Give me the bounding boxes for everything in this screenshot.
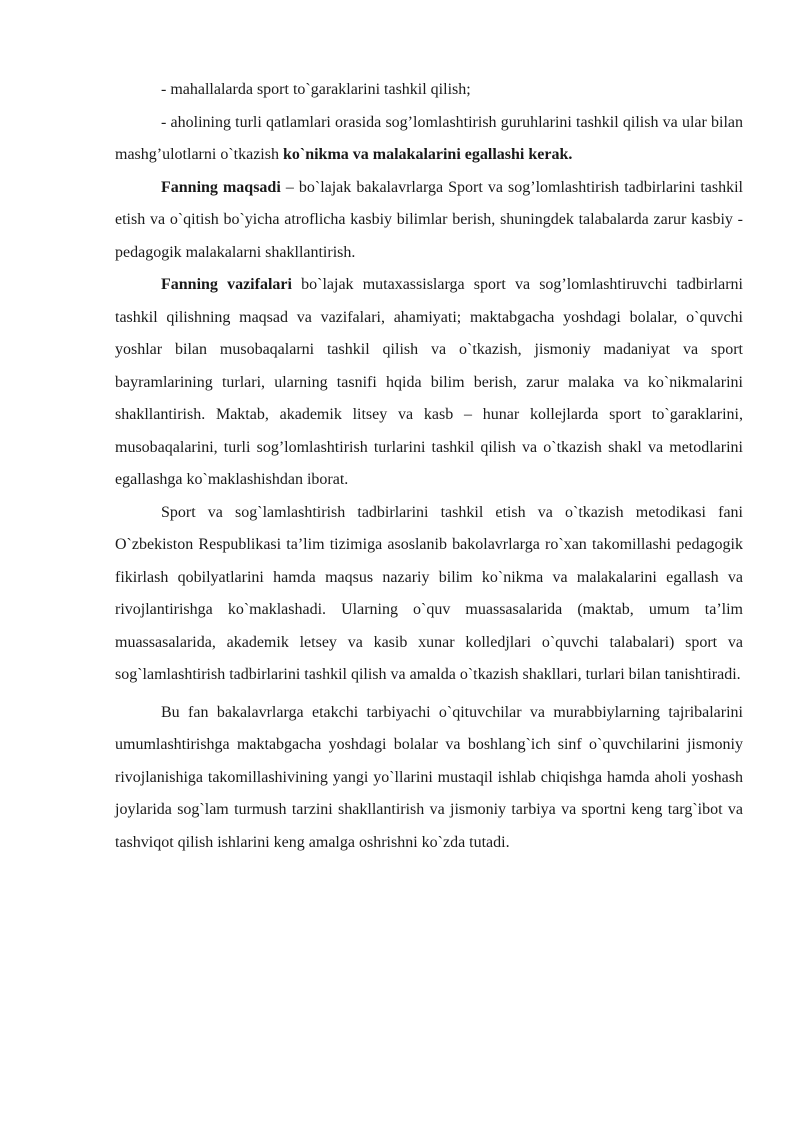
paragraph-bu-fan — [115, 697, 743, 860]
paragraph-text: Sport va sog`lamlashtirish tadbirlarini tashkil etish va o`tkazish metodikasi fani O`zbekiston Respublikasi ta’lim tizimiga asoslanib bakolavrlarga ro`xan takomillashi pedagogik fikirlash qobilyatlarini hamda maqsus nazariy bilim ko`nikma va malakalarini egallash va rivojlantirishga ko`maklashadi. Ularning o`quv muassasalarida (maktab, umum ta’lim muassasalarida, akademik letsey va kasib xunar kolledjlari o`quvchi talabalari) sport va sog`lamlashtirish tadbirlarini tashkil qilish va amalda o`tkazish shakllari, turlari bilan tanishtiradi. — [115, 503, 743, 683]
paragraph-text: bo`lajak mutaxassislarga sport va sog’lomlashtiruvchi tadbirlarni tashkil qilishning maqsad va vazifalari, ahamiyati; maktabgacha yoshdagi bolalar, o`quvchi yoshlar bilan musobaqalarni tashkil qilish va o`tkazish, jismoniy madaniyat va sport bayramlarining turlari, ularning tasnifi hqida bilim berish, zarur malaka va ko`nikmalarini shakllantirish. Maktab, akademik litsey va kasb – hunar kollejlarda sport to`garaklarini, musobaqalarini, turli sog’lomlashtirish turlarini tashkil qilish va o`tkazish shakl va metodlarini egallashga ko`maklashishdan iborat. — [115, 276, 743, 488]
paragraph-text: - mahallalarda sport to`garaklarini tashkil qilish; — [161, 81, 471, 98]
paragraph-text: - aholining turli qatlamlari orasida sog’lomlashtirish guruhlarini tashkil qilish va ular bilan mashg’ulotlarni o`tkazish — [115, 113, 743, 163]
paragraph-mahallalarda — [115, 74, 743, 107]
paragraph-text: – bo`lajak bakalavrlarga Sport va sog’lomlashtirish tadbirlarini tashkil etish va o`qitish bo`yicha atroflicha kasbiy bilimlar berish, shuningdek talabalarda zarur kasbiy - pedagogik malakalarni shakllantirish. — [115, 178, 743, 261]
paragraph-fanning-maqsadi — [115, 172, 743, 270]
paragraph-text: Bu fan bakalavrlarga etakchi tarbiyachi o`qituvchilar va murabbiylarning tajribalarini umumlashtirishga maktabgacha yoshdagi bolalar va boshlang`ich sinf o`quvchilarini jismoniy rivojlanishiga takomillashivining yangi yo`llarini mustaqil ishlab chiqishga hamda aholi yoshash joylarida sog`lam turmush tarzini shakllantirish va jismoniy tarbiya va sportni keng targ`ibot va tashviqot qilish ishlarini keng amalga oshrishni ko`zda tutadi. — [115, 703, 743, 851]
paragraph-aholining — [115, 107, 743, 172]
paragraph-heading: Fanning maqsadi — [161, 178, 281, 196]
paragraph-sport-metodikasi — [115, 497, 743, 692]
paragraph-heading: Fanning vazifalari — [161, 276, 292, 293]
paragraph-fanning-vazifalari — [115, 269, 743, 497]
paragraph-bold-text: ko`nikma va malakalarini egallashi kerak. — [282, 146, 573, 163]
document-body — [115, 74, 743, 859]
